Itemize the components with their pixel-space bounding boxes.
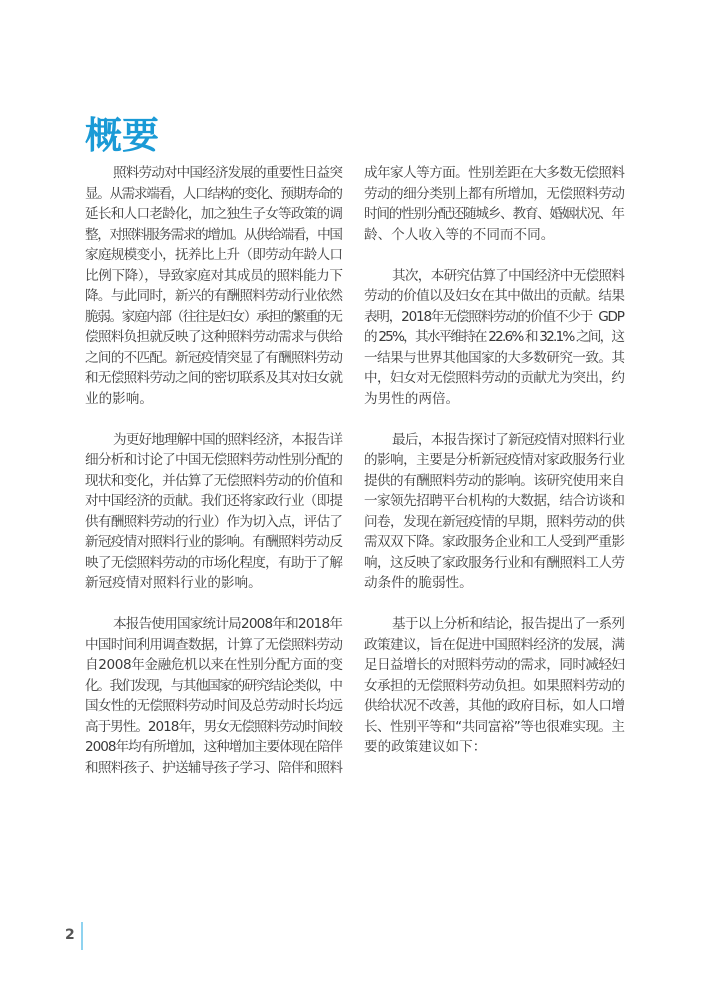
text-line-content: 长、性别平等和“共同富裕”等也很难实现。主 <box>364 718 625 735</box>
text-line <box>85 491 343 512</box>
text-line-content: 和无偿照料劳动之间的密切联系及其对妇女就 <box>85 370 343 386</box>
text-line-content: 的影响，主要是分析新冠疫情对家政服务行业 <box>364 452 625 468</box>
text-line-content: 中，妇女对无偿照料劳动的贡献尤为突出，约 <box>364 370 625 386</box>
text-line-content: 足日益增长的对照料劳动的需求，同时减轻妇 <box>364 657 625 673</box>
text-line <box>85 676 343 697</box>
text-line <box>364 368 625 389</box>
text-line-content: 业的影响。 <box>85 390 153 407</box>
text-line-content: 时间的性别分配还随城乡、教育、婚姻状况、年 <box>364 206 624 222</box>
text-line <box>364 204 625 225</box>
text-line-content: 龄、个人收入等的不同而不同。 <box>364 226 555 243</box>
text-line <box>85 758 343 779</box>
text-line <box>85 573 343 594</box>
text-line <box>364 307 625 328</box>
text-line-content: 延长和人口老龄化，加之独生子女等政策的调 <box>85 206 343 222</box>
text-line-content: 成年家人等方面。性别差距在大多数无偿照料 <box>364 165 625 181</box>
text-line-content: 政策建议，旨在促进中国照料经济的发展，满 <box>364 636 625 653</box>
text-line <box>364 696 625 717</box>
text-line <box>85 655 343 676</box>
text-line-content: 需双双下降。家政服务企业和工人受到严重影 <box>364 534 625 550</box>
text-line-content: 表明，2018年无偿照料劳动的价值不少于 GDP <box>364 308 624 325</box>
text-line-content: 对中国经济的贡献。我们还将家政行业（即提 <box>85 493 343 509</box>
text-line-content: 新冠疫情对照料行业的影响。有酬照料劳动反 <box>85 534 343 550</box>
text-line <box>364 266 625 287</box>
text-line-content: 最后，本报告探讨了新冠疫情对照料行业 <box>392 431 625 448</box>
text-line <box>364 573 625 594</box>
text-line <box>364 286 625 307</box>
text-line-content: 劳动的细分类别上都有所增加，无偿照料劳动 <box>364 185 625 202</box>
text-line-content: 其次，本研究估算了中国经济中无偿照料 <box>392 267 625 284</box>
text-line <box>364 655 625 676</box>
text-line <box>364 163 625 184</box>
paragraph <box>364 614 625 758</box>
text-line-content: 为更好地理解中国的照料经济，本报告详 <box>113 431 343 448</box>
text-line-content: 显。从需求端看，人口结构的变化、预期寿命的 <box>85 185 342 202</box>
text-line <box>85 450 343 471</box>
text-line <box>85 389 343 410</box>
text-line-content: 和照料孩子、护送辅导孩子学习、陪伴和照料 <box>85 759 343 776</box>
text-line-content: 高于男性。2018年，男女无偿照料劳动时间较 <box>85 718 342 735</box>
text-line-content: 中国时间利用调查数据，计算了无偿照料劳动 <box>85 636 343 653</box>
text-line <box>364 471 625 492</box>
text-line-content: 化。我们发现，与其他国家的研究结论类似，中 <box>85 677 342 694</box>
page-number-divider <box>81 922 83 950</box>
text-line <box>85 471 343 492</box>
text-line-content: 照料劳动对中国经济发展的重要性日益突 <box>113 165 343 181</box>
text-line-content: 之间的不匹配。新冠疫情突显了有酬照料劳动 <box>85 349 343 366</box>
text-line-content: 整，对照料服务需求的增加。从供给端看，中国 <box>85 226 342 243</box>
text-line-content: 响，这反映了家政服务行业和有酬照料工人劳 <box>364 554 625 571</box>
text-line <box>85 532 343 553</box>
text-line-content: 动条件的脆弱性。 <box>364 575 473 591</box>
text-line <box>85 245 343 266</box>
text-line <box>364 430 625 451</box>
text-line <box>85 368 343 389</box>
text-line <box>364 184 625 205</box>
paragraph <box>85 614 343 778</box>
text-line-content: 映了无偿照料劳动的市场化程度，有助于了解 <box>85 554 343 571</box>
text-line <box>85 225 343 246</box>
text-line <box>85 184 343 205</box>
paragraph <box>364 266 625 410</box>
text-line <box>364 491 625 512</box>
text-line-content: 的 25%，其水平维持在 22.6% 和 32.1% 之间，这 <box>364 329 624 345</box>
text-line-content: 为男性的两倍。 <box>364 390 460 407</box>
text-line <box>364 348 625 369</box>
text-line-content: 新冠疫情对照料行业的影响。 <box>85 575 262 591</box>
text-line <box>364 327 625 348</box>
text-line-content: 现状和变化，并估算了无偿照料劳动的价值和 <box>85 472 343 489</box>
text-line <box>364 512 625 533</box>
text-line-content: 比例下降），导致家庭对其成员的照料能力下 <box>85 267 343 284</box>
paragraph <box>85 163 343 409</box>
text-line-content: 细分析和讨论了中国无偿照料劳动性别分配的 <box>85 452 343 468</box>
text-line <box>364 635 625 656</box>
text-line-content: 降。与此同时，新兴的有酬照料劳动行业依然 <box>85 288 343 304</box>
text-line <box>364 737 625 758</box>
text-line <box>364 450 625 471</box>
text-line-content: 一结果与世界其他国家的大多数研究一致。其 <box>364 349 625 366</box>
right-column <box>364 163 625 778</box>
text-line-content: 基于以上分析和结论，报告提出了一系列 <box>392 616 625 632</box>
text-line <box>85 553 343 574</box>
text-line <box>85 512 343 533</box>
text-line-content: 偿照料负担就反映了这种照料劳动需求与供给 <box>85 329 343 345</box>
text-line-content: 本报告使用国家统计局2008年和2018年 <box>113 616 343 632</box>
text-line <box>85 614 343 635</box>
text-line-content: 供有酬照料劳动的行业）作为切入点，评估了 <box>85 513 343 530</box>
text-line <box>85 635 343 656</box>
text-line <box>85 266 343 287</box>
page-title: 概要 <box>85 113 159 157</box>
text-line <box>364 717 625 738</box>
text-line <box>85 696 343 717</box>
page-number: 2 <box>65 927 75 943</box>
text-line-content: 2008年均有所增加，这种增加主要体现在陪伴 <box>85 739 342 755</box>
text-line <box>85 163 343 184</box>
text-line-content: 国女性的无偿照料劳动时间及总劳动时长均远 <box>85 698 343 714</box>
text-line <box>364 532 625 553</box>
text-line <box>85 348 343 369</box>
paragraph-continued <box>364 163 625 245</box>
text-line-content: 女承担的无偿照料劳动负担。如果照料劳动的 <box>364 677 625 694</box>
text-line <box>85 307 343 328</box>
text-line-content: 提供的有酬照料劳动的影响。该研究使用来自 <box>364 472 625 489</box>
text-line-content: 问卷，发现在新冠疫情的早期，照料劳动的供 <box>364 513 625 530</box>
text-line-content: 劳动的价值以及妇女在其中做出的贡献。结果 <box>364 288 625 304</box>
text-line <box>364 225 625 246</box>
text-line-content: 供给状况不改善，其他的政府目标，如人口增 <box>364 698 625 714</box>
text-line <box>364 676 625 697</box>
left-column <box>85 163 343 799</box>
paragraph <box>85 430 343 594</box>
text-line <box>364 553 625 574</box>
text-line-content: 脆弱。家庭内部（往往是妇女）承担的繁重的无 <box>85 308 342 325</box>
text-line <box>364 614 625 635</box>
text-line-content: 自2008年金融危机以来在性别分配方面的变 <box>85 657 343 673</box>
text-line <box>364 389 625 410</box>
text-line <box>85 737 343 758</box>
text-line-content: 一家领先招聘平台机构的大数据，结合访谈和 <box>364 493 625 509</box>
text-line <box>85 204 343 225</box>
text-line <box>85 286 343 307</box>
text-line <box>85 717 343 738</box>
paragraph <box>364 430 625 594</box>
text-line-content: 家庭规模变小，抚养比上升（即劳动年龄人口 <box>85 247 343 263</box>
text-line <box>85 327 343 348</box>
text-line-content: 要的政策建议如下： <box>364 739 487 755</box>
text-line <box>85 430 343 451</box>
